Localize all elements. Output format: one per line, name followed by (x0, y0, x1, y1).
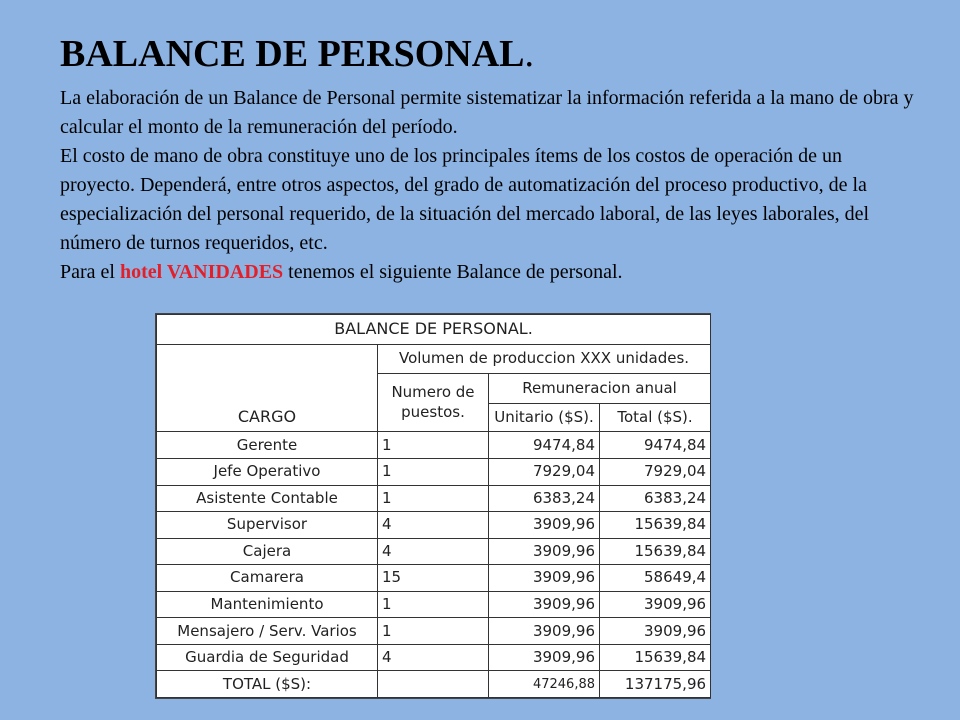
total-cell: 6383,24 (600, 485, 711, 512)
puestos-cell: 1 (378, 485, 489, 512)
slide-title (60, 34, 534, 76)
cargo-cell: Asistente Contable (157, 485, 378, 512)
total-cell: 58649,4 (600, 565, 711, 592)
unitario-cell: 3909,96 (489, 538, 600, 565)
num-puestos-header-line1: Numero de (391, 383, 475, 402)
body-text (60, 84, 920, 287)
remuneration-header: Remuneracion anual (489, 374, 711, 404)
cargo-cell: Mantenimiento (157, 591, 378, 618)
total-cell: 3909,96 (600, 591, 711, 618)
cargo-cell: Camarera (157, 565, 378, 592)
num-puestos-header-line2: puestos. (401, 403, 465, 422)
num-puestos-header (378, 374, 489, 432)
volume-header: Volumen de produccion XXX unidades. (378, 344, 711, 374)
unitario-cell: 7929,04 (489, 458, 600, 485)
paragraph-3-prefix: Para el (60, 261, 120, 283)
balance-table (156, 314, 711, 698)
puestos-cell: 1 (378, 458, 489, 485)
unitario-cell: 3909,96 (489, 591, 600, 618)
unitario-cell: 6383,24 (489, 485, 600, 512)
table-row (157, 485, 711, 512)
puestos-cell: 4 (378, 538, 489, 565)
slide-title-dot: . (524, 33, 535, 75)
total-cell: 3909,96 (600, 618, 711, 645)
total-label-cell: TOTAL ($S): (157, 671, 378, 698)
total-cell: 15639,84 (600, 644, 711, 671)
paragraph-3-suffix: tenemos el siguiente Balance de personal. (283, 261, 623, 283)
total-cell: 9474,84 (600, 432, 711, 459)
cargo-cell: Mensajero / Serv. Varios (157, 618, 378, 645)
unitario-cell: 3909,96 (489, 565, 600, 592)
total-puestos-cell (378, 671, 489, 698)
paragraph-2: El costo de mano de obra constituye uno de los principales ítems de los costos de operación de un proyecto. Dependerá, entre otros aspectos, del grado de automatización del proceso productivo, de la especialización del personal requerido, de la situación del mercado laboral, de las leyes laborales, del número de turnos requeridos, etc. (60, 145, 870, 254)
total-unitario-cell: 47246,88 (489, 671, 600, 698)
paragraph-3 (60, 258, 920, 287)
table-row (157, 565, 711, 592)
table-row (157, 538, 711, 565)
cargo-header: CARGO (157, 344, 378, 432)
slide-title-text: BALANCE DE PERSONAL (60, 33, 525, 75)
puestos-cell: 1 (378, 432, 489, 459)
unit-header: Unitario ($S). (489, 403, 600, 432)
table-row (157, 591, 711, 618)
total-cell: 7929,04 (600, 458, 711, 485)
puestos-cell: 4 (378, 644, 489, 671)
hotel-name-highlight: hotel VANIDADES (119, 261, 284, 283)
total-cell: 15639,84 (600, 538, 711, 565)
total-row (157, 671, 711, 698)
paragraph-1: La elaboración de un Balance de Personal permite sistematizar la información referida a la mano de obra y calcular el monto de la remuneración del período. (60, 87, 914, 138)
table-title: BALANCE DE PERSONAL. (157, 315, 711, 345)
puestos-cell: 4 (378, 512, 489, 539)
puestos-cell: 15 (378, 565, 489, 592)
cargo-cell: Cajera (157, 538, 378, 565)
unitario-cell: 9474,84 (489, 432, 600, 459)
unitario-cell: 3909,96 (489, 512, 600, 539)
cargo-cell: Guardia de Seguridad (157, 644, 378, 671)
balance-table-container (156, 314, 710, 698)
puestos-cell: 1 (378, 591, 489, 618)
total-header: Total ($S). (600, 403, 711, 432)
table-row (157, 618, 711, 645)
table-row (157, 644, 711, 671)
table-row (157, 512, 711, 539)
cargo-cell: Gerente (157, 432, 378, 459)
total-cell: 15639,84 (600, 512, 711, 539)
cargo-cell: Supervisor (157, 512, 378, 539)
table-row (157, 458, 711, 485)
table-row (157, 432, 711, 459)
puestos-cell: 1 (378, 618, 489, 645)
unitario-cell: 3909,96 (489, 644, 600, 671)
cargo-cell: Jefe Operativo (157, 458, 378, 485)
unitario-cell: 3909,96 (489, 618, 600, 645)
total-total-cell: 137175,96 (600, 671, 711, 698)
